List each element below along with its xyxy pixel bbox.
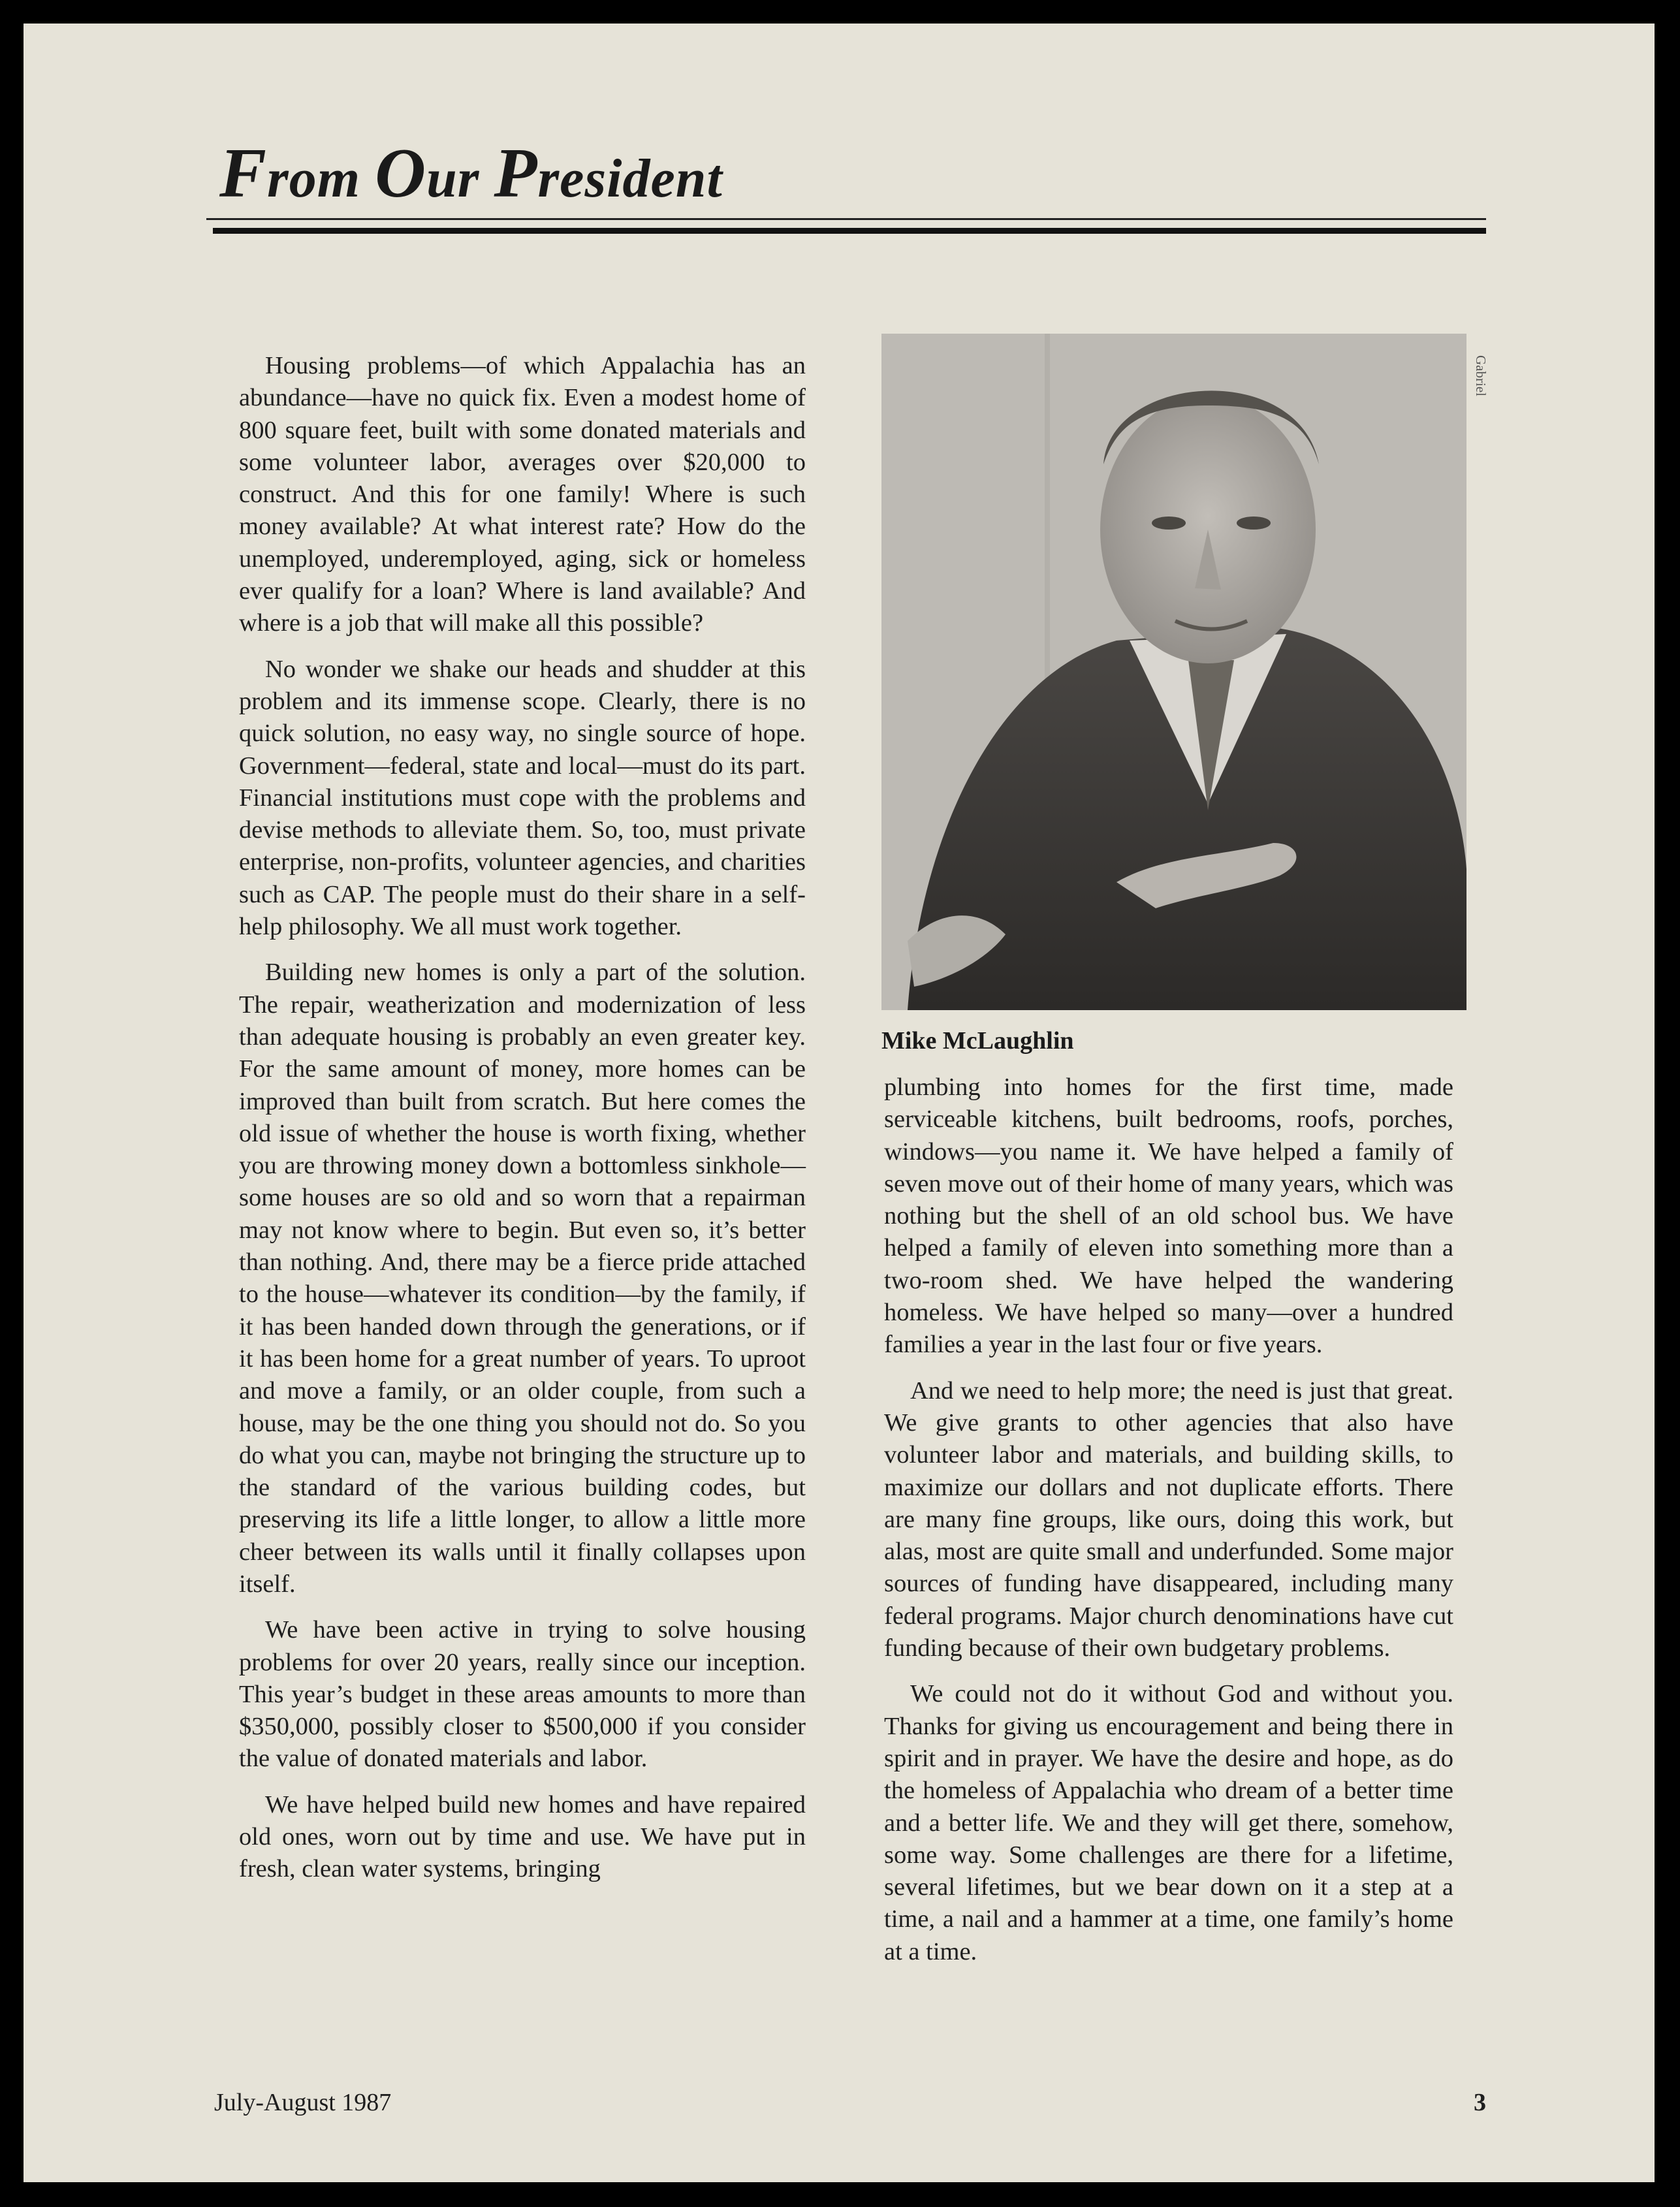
article-paragraph: Housing problems—of which Appalachia has an abundance—have no quick fix. Even a modest home of 800 square feet, built with some donated materials and some volunteer labor, averages over $20,000 to construct. And this for one family! Where is such money available? At what interest rate? How do the unemployed, underemployed, aging, sick or homeless ever qualify for a loan? Where is land available? And where is a job that will make all this possible? [239,352,806,637]
article-paragraph: No wonder we shake our heads and shudder at this problem and its immense scope. Clearly, there is no quick solution, no easy way, no single source of hope. Government—federal, state and local—must do its part. Financial institutions must cope with the problems and devise methods to alleviate them. So, too, must private enterprise, non-profits, volunteer agencies, and charities such as CAP. The people must do their share in a self-help philosophy. We all must work together. [239,655,806,941]
title-word: rom [267,148,375,209]
page-title [206,135,1486,212]
photo-credit: Gabriel [1473,355,1489,396]
article-paragraph: We have helped build new homes and have repaired old ones, worn out by time and use. We have put in fresh, clean water systems, bringing [239,1790,806,1883]
portrait-illustration [881,334,1466,1010]
photo-caption: Mike McLaughlin [881,1027,1074,1055]
section-header [206,135,1486,234]
article-paragraph: Building new homes is only a part of the solution. The repair, weatherization and modernization of less than adequate housing is probably an even greater key. For the same amount of money, more homes can be improved than built from scratch. But here comes the old issue of whether the house is worth fixing, whether you are throwing money down a bottomless sinkhole—some houses are so old and so worn that a repairman may not know where to begin. But even so, it’s better than nothing. And, there may be a fierce pride attached to the house—whatever its condition—by the family, if it has been handed down through the generations, or if it has been home for a great number of years. To uproot and move a family, or an older couple, from such a house, may be the one thing you should not do. So you do what you can, maybe not bringing the structure up to the standard of the various building codes, but preserving its life a little longer, to allow a little more cheer between its walls until it finally collapses upon itself. [239,959,806,1598]
footer-issue-date: July-August 1987 [214,2089,392,2116]
article-paragraph-continued: plumbing into homes for the first time, made serviceable kitchens, built bedrooms, roofs, porches, windows—you name it. We have helped a family of seven move out of their home of many years, which was nothing but the shell of an old school bus. We have helped a family of eleven into something more than a two-room shed. We have helped the wandering homeless. We have helped so many—over a hundred families a year in the last four or five years. [884,1073,1453,1359]
header-rule-thin [206,218,1486,220]
title-initial: P [494,135,538,212]
title-word: resident [537,148,723,209]
header-rule-thick [213,228,1486,234]
magazine-page [24,24,1655,2182]
article-column-left [239,350,806,1899]
footer-page-number: 3 [1474,2089,1486,2116]
title-initial: O [375,135,427,212]
title-word: ur [426,148,494,209]
president-portrait-photo [881,334,1466,1010]
article-column-right [884,1072,1453,1982]
article-paragraph: We could not do it without God and without you. Thanks for giving us encouragement and being there in spirit and in prayer. We have the desire and hope, as do the homeless of Appalachia who dream of a better time and a better life. We and they will get there, somehow, some way. Some challenges are there for a lifetime, several lifetimes, but we bear down on it a step at a time, a nail and a hammer at a time, one family’s home at a time. [884,1680,1453,1965]
title-initial: F [219,135,268,212]
article-paragraph: And we need to help more; the need is just that great. We give grants to other agencies that also have volunteer labor and materials, and building skills, to maximize our dollars and not duplicate efforts. There are many fine groups, like ours, doing this work, but alas, most are quite small and underfunded. Some major sources of funding have disappeared, including many federal programs. Major church denominations have cut funding because of their own budgetary problems. [884,1376,1453,1662]
article-paragraph: We have been active in trying to solve housing problems for over 20 years, really since our inception. This year’s budget in these areas amounts to more than $350,000, possibly closer to $500,000 if you consider the value of donated materials and labor. [239,1616,806,1773]
